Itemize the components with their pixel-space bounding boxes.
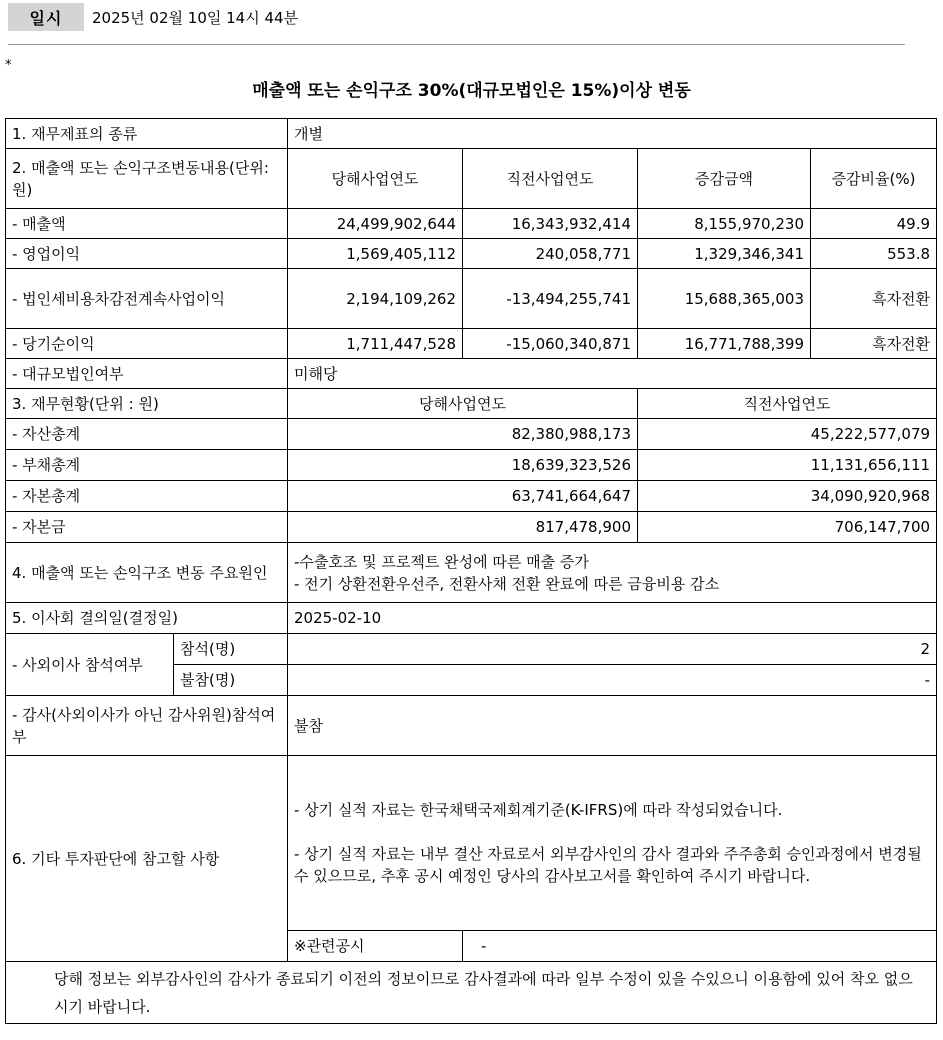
table-cell: 1,711,447,528 [288,329,463,359]
table-row [6,329,937,359]
table-cell: 흑자전환 [811,329,937,359]
table-cell: 2 [288,634,937,665]
table-cell: -15,060,340,871 [463,329,638,359]
table-row [6,119,937,149]
table-row [6,239,937,269]
page-title: 매출액 또는 손익구조 30%(대규모법인은 15%)이상 변동 [252,81,691,101]
table-row [6,419,937,450]
table-cell: 흑자전환 [811,269,937,329]
row-label: - 대규모법인여부 [6,359,288,389]
column-header: 당해사업연도 [288,389,638,419]
table-row [6,209,937,239]
table-cell: 16,343,932,414 [463,209,638,239]
disclosure-table [5,118,937,1024]
column-header: 증감비율(%) [811,149,937,209]
footer-note: 당해 정보는 외부감사인의 감사가 종료되기 이전의 정보이므로 감사결과에 따라 일부 수정이 있을 수있으니 이용함에 있어 착오 없으시기 바랍니다. [6,962,937,1024]
table-cell: 240,058,771 [463,239,638,269]
date-bar [8,3,298,31]
table-cell: -13,494,255,741 [463,269,638,329]
table-cell: 24,499,902,644 [288,209,463,239]
table-row [6,450,937,481]
table-row [6,603,937,634]
table-cell: 15,688,365,003 [638,269,811,329]
table-cell: 11,131,656,111 [638,450,937,481]
row-label: - 감사(사외이사가 아닌 감사위원)참석여부 [6,696,288,756]
table-cell: 2,194,109,262 [288,269,463,329]
table-row [6,359,937,389]
table-cell: 16,771,788,399 [638,329,811,359]
board-date-value: 2025-02-10 [288,603,937,634]
table-row [6,634,937,665]
large-corp-value: 미해당 [288,359,937,389]
row-label: 4. 매출액 또는 손익구조 변동 주요원인 [6,543,288,603]
table-cell: 817,478,900 [288,512,638,543]
date-value: 2025년 02월 10일 14시 44분 [92,8,299,27]
row-label: 6. 기타 투자판단에 참고할 사항 [6,756,288,962]
column-header: 직전사업연도 [463,149,638,209]
note-line: - 상기 실적 자료는 한국채택국제회계기준(K-IFRS)에 따라 작성되었습니다. [294,801,783,819]
table-row [6,389,937,419]
row-label: - 부채총계 [6,450,288,481]
row-label: - 법인세비용차감전계속사업이익 [6,269,288,329]
table-row [6,962,937,1024]
sub-label: 참석(명) [174,634,288,665]
related-label: ※관련공시 [288,931,463,962]
row-label: - 매출액 [6,209,288,239]
row-label: 3. 재무현황(단위 : 원) [6,389,288,419]
table-cell: 8,155,970,230 [638,209,811,239]
table-cell: 82,380,988,173 [288,419,638,450]
table-cell: 45,222,577,079 [638,419,937,450]
row-label: - 자본총계 [6,481,288,512]
row-label: - 사외이사 참석여부 [6,634,174,696]
table-cell: 49.9 [811,209,937,239]
table-row [6,696,937,756]
sub-label: 불참(명) [174,665,288,696]
statement-type-value: 개별 [288,119,937,149]
note-line: - 상기 실적 자료는 내부 결산 자료로서 외부감사인의 감사 결과와 주주총회 승인과정에서 변경될 수 있으므로, 추후 공시 예정인 당사의 감사보고서를 확인하여 주시기 바랍니다. [294,845,922,885]
change-reasons [288,543,937,603]
table-cell: 18,639,323,526 [288,450,638,481]
auditor-value: 불참 [288,696,937,756]
row-label: 5. 이사회 결의일(결정일) [6,603,288,634]
table-cell: 553.8 [811,239,937,269]
related-value: - [463,931,937,962]
row-label: 1. 재무제표의 종류 [6,119,288,149]
table-cell: 63,741,664,647 [288,481,638,512]
table-row [6,543,937,603]
table-cell: 1,569,405,112 [288,239,463,269]
table-cell: - [288,665,937,696]
divider [8,44,905,45]
table-cell: 706,147,700 [638,512,937,543]
reason-line: - 전기 상환전환우선주, 전환사채 전환 완료에 따른 금융비용 감소 [294,574,720,593]
column-header: 당해사업연도 [288,149,463,209]
row-label: - 자산총계 [6,419,288,450]
table-row [6,269,937,329]
row-label: - 당기순이익 [6,329,288,359]
table-cell: 1,329,346,341 [638,239,811,269]
table-row [6,481,937,512]
column-header: 증감금액 [638,149,811,209]
column-header: 직전사업연도 [638,389,937,419]
row-label: - 자본금 [6,512,288,543]
notes-cell [288,756,937,931]
table-row [6,512,937,543]
date-label: 일시 [8,3,84,31]
row-label: - 영업이익 [6,239,288,269]
table-row [6,756,937,931]
asterisk-mark: * [5,58,12,73]
reason-line: -수출호조 및 프로젝트 완성에 따른 매출 증가 [294,552,589,571]
table-cell: 34,090,920,968 [638,481,937,512]
row-label: 2. 매출액 또는 손익구조변동내용(단위: 원) [6,149,288,209]
table-row [6,149,937,209]
